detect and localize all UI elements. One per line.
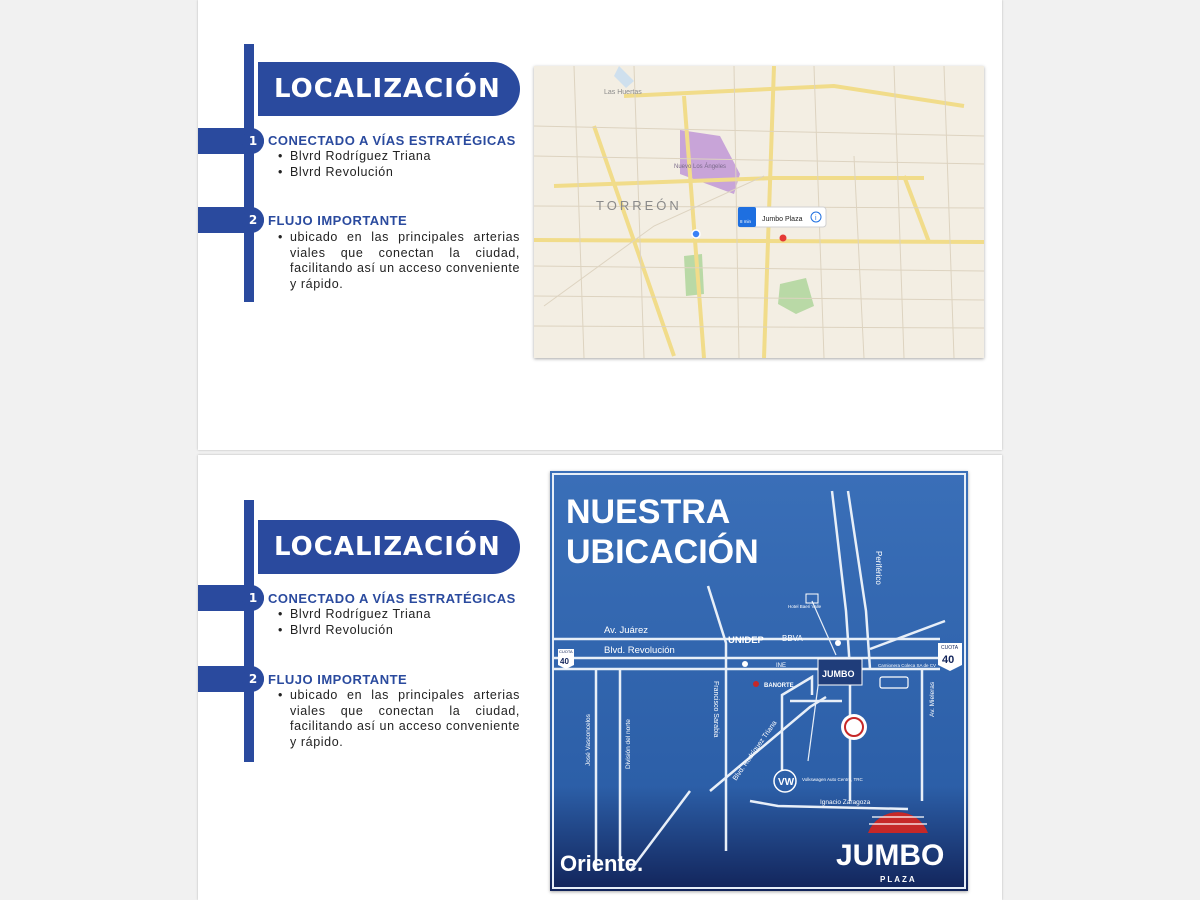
slide-title: LOCALIZACIÓN: [258, 62, 520, 116]
bullet-item: • Blvrd Rodríguez Triana: [278, 149, 431, 165]
landmark-hotel: Hotel Baeri Valle: [788, 604, 822, 609]
street-map: [534, 66, 984, 358]
area-label: Las Huertas: [604, 89, 642, 96]
car-icon: [738, 207, 756, 227]
landmark-unidep: UNIDEP: [728, 635, 764, 646]
bullet-item: • Blvrd Rodríguez Triana: [278, 607, 431, 623]
landmark-bbva: BBVA: [782, 634, 803, 643]
highway-shield-label: CUOTA: [941, 645, 959, 651]
street-label-division: División del norte: [625, 719, 632, 769]
svg-text:VW: VW: [778, 777, 795, 788]
street-label-sarabia: Francisco Sarabia: [712, 681, 719, 738]
highway-shield-label: CUOTA: [559, 649, 573, 654]
highway-shield-icon: [938, 643, 962, 671]
section-1-heading: CONECTADO A VÍAS ESTRATÉGICAS: [268, 591, 516, 606]
section-1-number: 1: [242, 587, 264, 609]
street-label-mieleras: Av. Mieleras: [929, 681, 936, 717]
jumbo-marker-label: JUMBO: [822, 669, 855, 679]
highway-shield-icon: [558, 649, 574, 669]
section-1-bullets: [278, 607, 431, 638]
landmark-bus: Camionera Coleca SA de CV: [878, 663, 937, 668]
banorte-icon: [753, 681, 759, 687]
location-map: [550, 471, 968, 891]
section-1-heading: CONECTADO A VÍAS ESTRATÉGICAS: [268, 133, 516, 148]
street-map-graphic: [534, 66, 984, 358]
highway-shield-number: 40: [942, 654, 955, 666]
oriente-label: Oriente.: [560, 851, 644, 876]
location-map-graphic: [550, 471, 968, 891]
section-2-heading: FLUJO IMPORTANTE: [268, 672, 408, 687]
logo-sub: PLAZA: [880, 875, 917, 884]
section-2-bullets: [278, 688, 520, 750]
section-2-number: 2: [242, 209, 264, 231]
timeline-bar: [244, 44, 254, 302]
section-2-bullets: [278, 230, 520, 292]
landmark-vw: Volkswagen Auto Centro, TRC: [802, 777, 863, 782]
current-location-dot: [692, 230, 700, 238]
landmark-banorte: BANORTE: [764, 683, 794, 689]
location-pin-icon: [780, 235, 787, 242]
map-heading-line1: NUESTRA: [566, 493, 731, 531]
section-2-heading: FLUJO IMPORTANTE: [268, 213, 408, 228]
timeline-bar: [244, 500, 254, 762]
section-2-number: 2: [242, 668, 264, 690]
pin-label: Jumbo Plaza: [762, 216, 803, 223]
street-label-vasconcelos: José Vasconcelos: [585, 714, 592, 766]
slide-title: LOCALIZACIÓN: [258, 520, 520, 574]
section-1-bullets: [278, 149, 431, 180]
pin-badge: 8 min: [740, 219, 752, 224]
city-label: TORREÓN: [596, 198, 682, 213]
street-label-juarez: Av. Juárez: [604, 625, 649, 636]
bullet-item: • Blvrd Revolución: [278, 165, 431, 181]
street-label-zaragoza: Ignacio Zaragoza: [820, 799, 871, 806]
landmark-ine: INE: [776, 663, 787, 669]
slide-1: [198, 0, 1002, 450]
street-label-revolucion: Blvd. Revolución: [604, 645, 675, 656]
section-1-number: 1: [242, 130, 264, 152]
bullet-item: • Blvrd Revolución: [278, 623, 431, 639]
slide-2: [198, 455, 1002, 900]
street-label-rodriguez: Blvd. Rodríguez Triana: [731, 719, 779, 783]
landmark-dot: [742, 661, 748, 667]
highway-shield-number: 40: [560, 657, 569, 666]
logo-name: JUMBO: [836, 839, 945, 872]
map-heading-line2: UBICACIÓN: [566, 533, 759, 571]
bullet-item: • ubicado en las principales arterias viales que conectan la ciudad, facilitando así un acceso conveniente y rápido.: [278, 688, 520, 750]
street-label-periferico: Periférico: [874, 551, 883, 585]
area-label: Nuevo Los Ángeles: [674, 164, 727, 170]
landmark-dot: [835, 640, 841, 646]
info-icon-glyph: i: [815, 215, 817, 222]
bullet-item: • ubicado en las principales arterias viales que conectan la ciudad, facilitando así un acceso conveniente y rápido.: [278, 230, 520, 292]
